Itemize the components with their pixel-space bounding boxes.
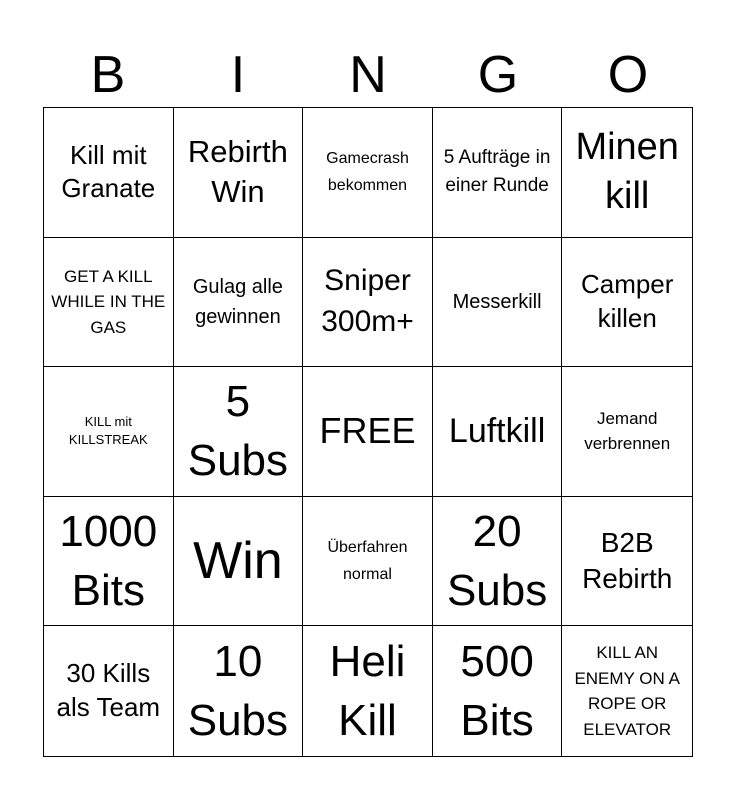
bingo-cell[interactable]: 30 Kills als Team xyxy=(44,626,174,756)
bingo-cell[interactable]: Kill mit Granate xyxy=(44,108,174,238)
bingo-cell[interactable]: B2B Rebirth xyxy=(562,497,692,627)
bingo-cell[interactable]: Sniper 300m+ xyxy=(303,238,433,368)
bingo-cell[interactable]: GET A KILL WHILE IN THE GAS xyxy=(44,238,174,368)
bingo-cell[interactable]: 1000 Bits xyxy=(44,497,174,627)
bingo-cell[interactable]: Jemand verbrennen xyxy=(562,367,692,497)
bingo-cell[interactable]: KILL mit KILLSTREAK xyxy=(44,367,174,497)
bingo-cell[interactable]: 500 Bits xyxy=(433,626,563,756)
bingo-cell[interactable]: 5 Aufträge in einer Runde xyxy=(433,108,563,238)
bingo-cell[interactable]: Win xyxy=(174,497,304,627)
bingo-cell[interactable]: Heli Kill xyxy=(303,626,433,756)
header-letter-o: O xyxy=(607,46,649,104)
header-letter-b: B xyxy=(90,46,126,104)
bingo-header xyxy=(43,44,693,106)
header-letter-g: G xyxy=(477,46,519,104)
bingo-cell[interactable]: Überfahren normal xyxy=(303,497,433,627)
header-letter-i: I xyxy=(230,46,246,104)
bingo-cell[interactable]: 5 Subs xyxy=(174,367,304,497)
bingo-cell[interactable]: 10 Subs xyxy=(174,626,304,756)
bingo-cell[interactable]: 20 Subs xyxy=(433,497,563,627)
bingo-cell[interactable]: Camper killen xyxy=(562,238,692,368)
bingo-cell[interactable]: Messerkill xyxy=(433,238,563,368)
bingo-cell[interactable]: Rebirth Win xyxy=(174,108,304,238)
bingo-cell[interactable]: Gamecrash bekommen xyxy=(303,108,433,238)
bingo-cell[interactable]: Gulag alle gewinnen xyxy=(174,238,304,368)
bingo-cell[interactable]: Minen kill xyxy=(562,108,692,238)
bingo-cell[interactable]: Luftkill xyxy=(433,367,563,497)
bingo-cell[interactable]: KILL AN ENEMY ON A ROPE OR ELEVATOR xyxy=(574,643,680,739)
header-letter-n: N xyxy=(349,46,387,104)
free-space-cell[interactable]: FREE xyxy=(303,367,433,497)
bingo-grid xyxy=(43,107,693,757)
